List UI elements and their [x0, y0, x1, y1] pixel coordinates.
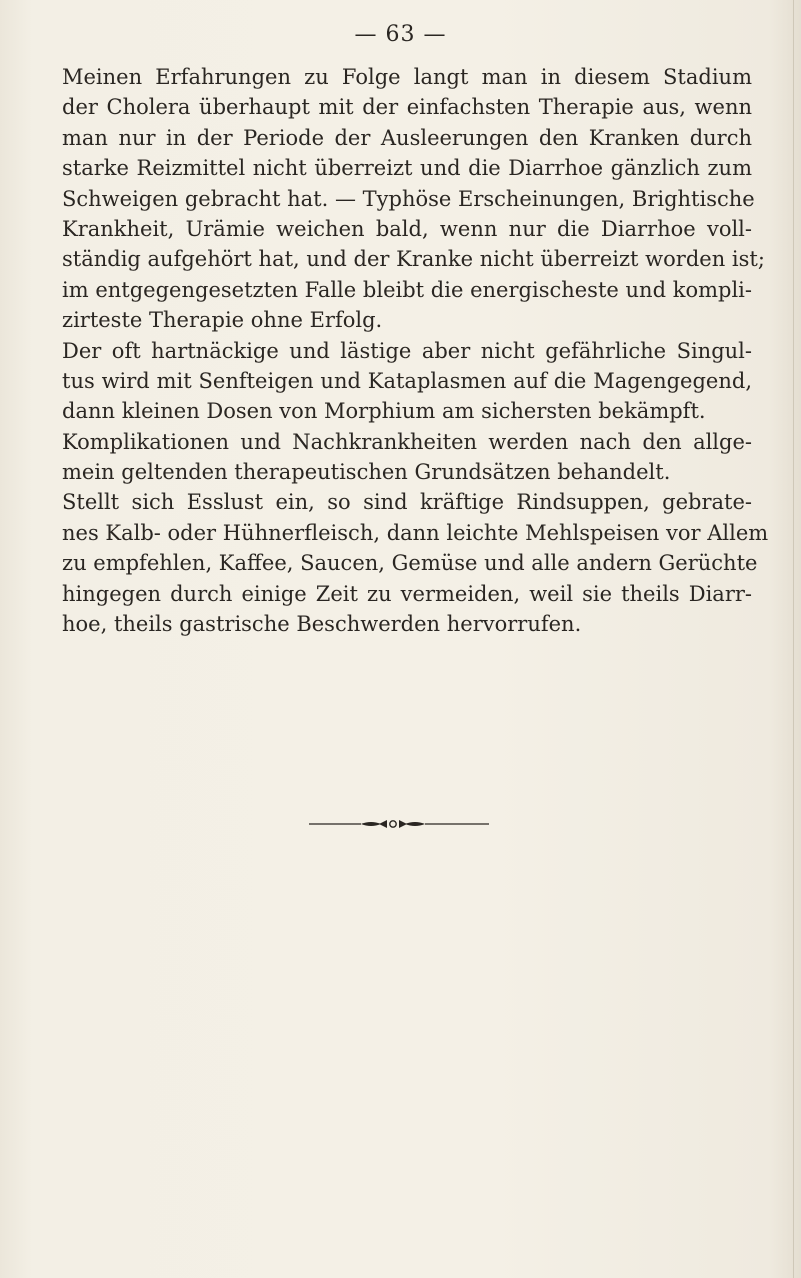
- text-line: Krankheit, Urämie weichen bald, wenn nur die Diarrhoe voll-: [62, 216, 752, 241]
- text-line: Komplikationen und Nachkrankheiten werden nach den allge-: [62, 429, 752, 454]
- text-line: starke Reizmittel nicht überreizt und die Diarrhoe gänzlich zum: [62, 156, 752, 181]
- text-line: im entgegengesetzten Falle bleibt die energischeste und kompli-: [62, 277, 752, 302]
- text-line: zu empfehlen, Kaffee, Saucen, Gemüse und alle andern Gerüchte: [62, 551, 758, 576]
- text-line: man nur in der Periode der Ausleerungen den Kranken durch: [62, 125, 752, 150]
- text-line: hingegen durch einige Zeit zu vermeiden, weil sie theils Diarr-: [62, 581, 752, 606]
- page-edge: [793, 0, 794, 1278]
- body-text: [62, 62, 769, 639]
- text-line: der Cholera überhaupt mit der einfachsten Therapie aus, wenn: [62, 95, 752, 120]
- text-line: hoe, theils gastrische Beschwerden hervorrufen.: [62, 612, 582, 637]
- text-line: tus wird mit Senfteigen und Kataplasmen auf die Magengegend,: [62, 368, 752, 393]
- page-number: — 63 —: [354, 22, 447, 47]
- text-line: mein geltenden therapeutischen Grundsätzen behandelt.: [62, 460, 671, 485]
- text-line: zirteste Therapie ohne Erfolg.: [62, 308, 383, 333]
- text-line: ständig aufgehört hat, und der Kranke nicht überreizt worden ist;: [62, 247, 765, 272]
- text-line: Meinen Erfahrungen zu Folge langt man in diesem Stadium: [62, 65, 752, 89]
- text-line: Schweigen gebracht hat. — Typhöse Erscheinungen, Brightische: [62, 186, 755, 211]
- text-line: nes Kalb- oder Hühnerfleisch, dann leichte Mehlspeisen vor Allem: [62, 520, 769, 545]
- text-line: Stellt sich Esslust ein, so sind kräftige Rindsuppen, gebrate-: [62, 490, 752, 515]
- decorative-rule-ornament-icon: [309, 818, 489, 830]
- text-line: dann kleinen Dosen von Morphium am sichersten bekämpft.: [62, 399, 706, 424]
- text-line: Der oft hartnäckige und lästige aber nicht gefährliche Singul-: [62, 338, 752, 363]
